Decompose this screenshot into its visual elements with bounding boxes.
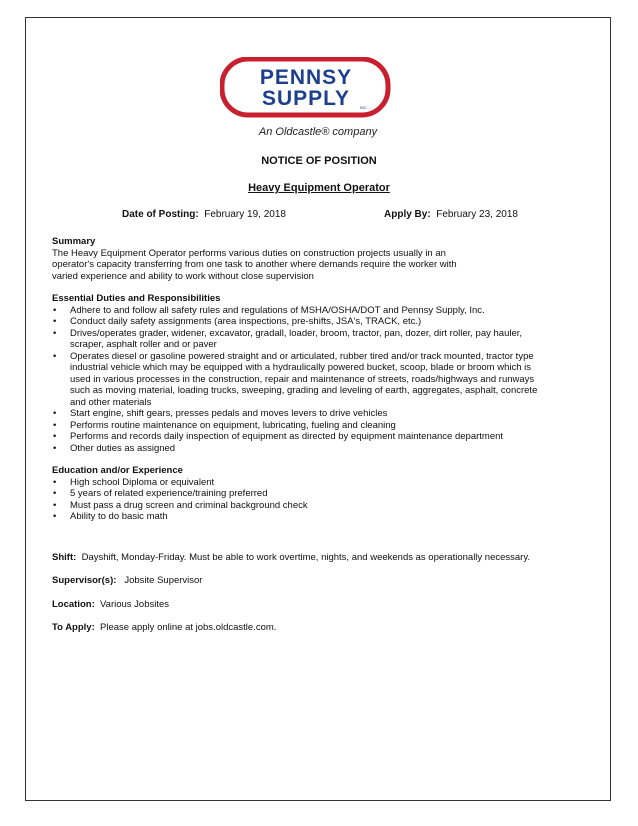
- notice-title: NOTICE OF POSITION: [261, 155, 377, 167]
- shift-label: Shift:: [52, 551, 77, 563]
- bullet-icon: •: [53, 511, 57, 522]
- summary-line: varied experience and ability to work without close supervision: [52, 270, 314, 282]
- list-item-text: Performs and records daily inspection of equipment as directed by equipment maintenance department: [70, 431, 504, 442]
- posting-date: [122, 209, 286, 220]
- bullet-icon: •: [53, 304, 57, 316]
- list-item: [52, 443, 582, 455]
- summary-line: operator's capacity transferring from one task to another where demands require the worker with: [52, 259, 457, 270]
- list-item-text: Ability to do basic math: [70, 511, 168, 522]
- list-item: [52, 316, 582, 328]
- list-item: [52, 500, 582, 512]
- logo-line2: SUPPLY: [261, 87, 351, 110]
- list-item-text: Drives/operates grader, widener, excavator, gradall, loader, broom, tractor, pan, dozer, dirt roller, pay hauler,: [70, 327, 523, 339]
- supervisor-value: Jobsite Supervisor: [124, 575, 203, 586]
- shift-row: [52, 552, 582, 564]
- apply-by: [384, 209, 518, 220]
- location-label: Location:: [52, 598, 95, 610]
- list-item: [52, 408, 582, 420]
- posting-date-label: Date of Posting:: [122, 209, 199, 220]
- apply-by-label: Apply By:: [384, 209, 431, 220]
- bullet-icon: •: [53, 316, 57, 327]
- duties-heading: Essential Duties and Responsibilities: [52, 293, 221, 304]
- list-item-text: and other materials: [70, 396, 152, 408]
- education-heading: Education and/or Experience: [52, 465, 183, 476]
- list-item-text: scraper, asphalt roller and or paver: [70, 339, 217, 350]
- list-item-text: High school Diploma or equivalent: [70, 476, 215, 488]
- list-item: [52, 351, 582, 409]
- pennsy-supply-logo: [220, 57, 416, 139]
- to-apply-value: Please apply online at jobs.oldcastle.com.: [100, 622, 277, 633]
- education-section: [52, 465, 582, 523]
- to-apply-row: [52, 622, 582, 634]
- shift-value: Dayshift, Monday-Friday. Must be able to work overtime, nights, and weekends as operationally necessary.: [81, 551, 531, 563]
- list-item: [52, 420, 582, 432]
- bullet-icon: •: [53, 476, 57, 488]
- supervisor-label: Supervisor(s):: [52, 575, 117, 586]
- logo-tagline: An Oldcastle® company: [258, 126, 378, 138]
- list-item-text: Adhere to and follow all safety rules and regulations of MSHA/OSHA/DOT and Pennsy Supply, Inc.: [70, 304, 485, 316]
- location-row: [52, 599, 582, 611]
- posting-date-value: February 19, 2018: [204, 209, 286, 220]
- to-apply-label: To Apply:: [52, 622, 95, 633]
- list-item: [52, 511, 582, 523]
- bullet-icon: •: [53, 488, 57, 499]
- bullet-icon: •: [53, 419, 57, 431]
- bullet-icon: •: [53, 442, 57, 454]
- list-item-text: Performs routine maintenance on equipment, lubricating, fueling and cleaning: [70, 419, 396, 431]
- list-item: [52, 488, 582, 500]
- job-title: Heavy Equipment Operator: [248, 182, 390, 194]
- bullet-icon: •: [53, 327, 57, 339]
- list-item: [52, 431, 582, 443]
- list-item-text: used in various processes in the construction, repair and maintenance of streets, roads/highways and runways: [70, 373, 535, 385]
- section-spacer: [52, 534, 582, 552]
- list-item-text: 5 years of related experience/training preferred: [70, 488, 268, 499]
- duties-list: [52, 305, 582, 455]
- bullet-icon: •: [53, 499, 57, 511]
- summary-section: [52, 236, 582, 282]
- logo-line1: PENNSY: [259, 66, 353, 89]
- summary-heading: Summary: [52, 236, 96, 247]
- list-item: [52, 305, 582, 317]
- document-body: [52, 236, 582, 646]
- list-item: [52, 477, 582, 489]
- summary-line: The Heavy Equipment Operator performs various duties on construction projects usually in an: [52, 247, 446, 259]
- list-item-text: Must pass a drug screen and criminal background check: [70, 499, 308, 511]
- apply-by-value: February 23, 2018: [436, 209, 518, 220]
- list-item-text: Operates diesel or gasoline powered straight and or articulated, rubber tired and/or track mounted, tractor type: [70, 350, 534, 362]
- bullet-icon: •: [53, 350, 57, 362]
- list-item: [52, 328, 582, 351]
- list-item-text: Conduct daily safety assignments (area inspections, pre-shifts, JSA's, TRACK, etc.): [70, 316, 422, 327]
- list-item-text: Other duties as assigned: [70, 442, 176, 454]
- supervisor-row: [52, 575, 582, 587]
- logo-inc: INC.: [360, 105, 368, 110]
- bullet-icon: •: [53, 431, 57, 442]
- list-item-text: such as moving material, loading trucks, sweeping, grading and leveling of earth, aggregates, asphalt, concrete: [70, 385, 538, 396]
- bullet-icon: •: [53, 408, 57, 419]
- location-value: Various Jobsites: [100, 598, 170, 610]
- duties-section: [52, 293, 582, 454]
- list-item-text: industrial vehicle which may be equipped with a hydraulically powered bucket, scoop, blade or broom which is: [70, 362, 531, 373]
- education-list: [52, 477, 582, 523]
- list-item-text: Start engine, shift gears, presses pedals and moves levers to drive vehicles: [70, 408, 388, 419]
